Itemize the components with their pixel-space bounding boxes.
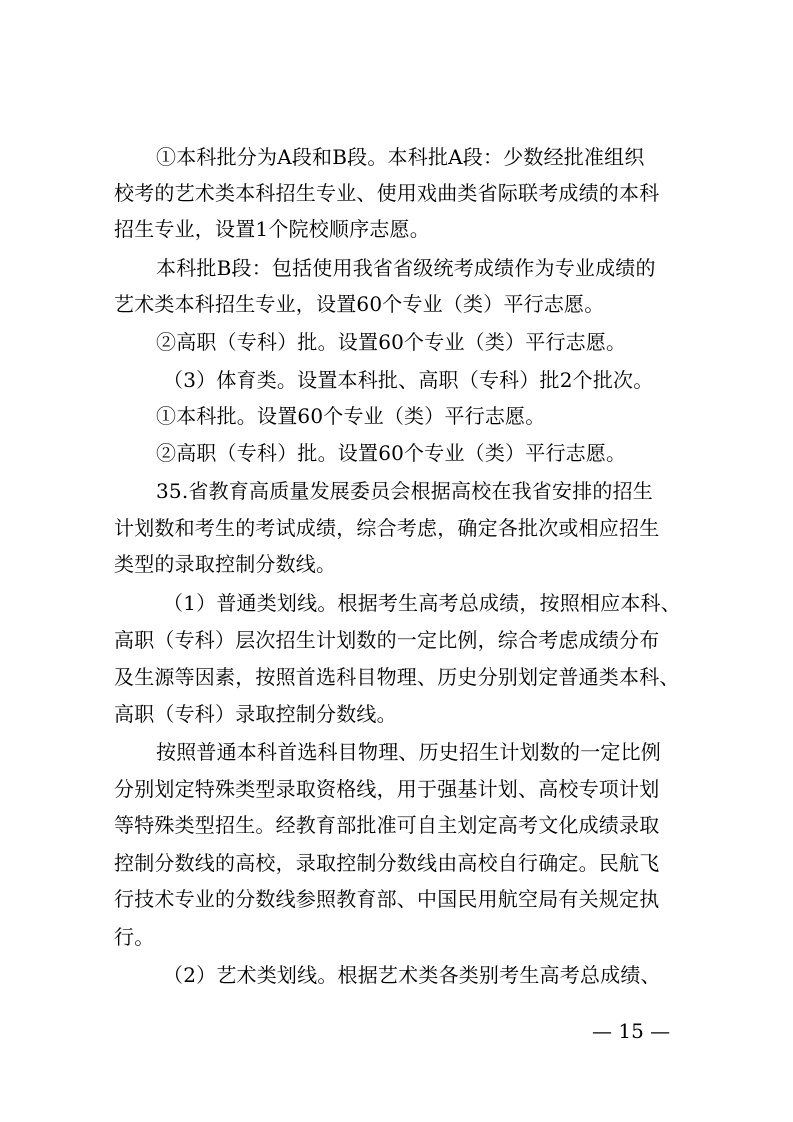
body-line: （1）普通类划线。根据考生高考总成绩，按照相应本科、 bbox=[163, 591, 681, 615]
body-line: ①本科批分为A段和B段。本科批A段：少数经批准组织 bbox=[156, 145, 645, 169]
body-line: 高职（专科）层次招生计划数的一定比例，综合考虑成绩分布 bbox=[114, 628, 660, 652]
body-line: 行。 bbox=[114, 925, 155, 949]
body-line: ①本科批。设置60个专业（类）平行志愿。 bbox=[156, 404, 546, 428]
page-number: — 15 — bbox=[592, 1019, 671, 1043]
body-line: 等特殊类型招生。经教育部批准可自主划定高考文化成绩录取 bbox=[114, 813, 660, 837]
body-line: 招生专业，设置1个院校顺序志愿。 bbox=[114, 217, 430, 241]
body-line: 35.省教育高质量发展委员会根据高校在我省安排的招生 bbox=[156, 479, 654, 503]
body-line: 分别划定特殊类型录取资格线，用于强基计划、高校专项计划 bbox=[114, 777, 660, 801]
body-line: （2）艺术类划线。根据艺术类各类别考生高考总成绩、 bbox=[163, 963, 661, 987]
body-line: 按照普通本科首选科目物理、历史招生计划数的一定比例 bbox=[156, 740, 661, 764]
body-line: 艺术类本科招生专业，设置60个专业（类）平行志愿。 bbox=[114, 292, 605, 316]
body-line: （3）体育类。设置本科批、高职（专科）批2个批次。 bbox=[163, 368, 654, 392]
body-line: ②高职（专科）批。设置60个专业（类）平行志愿。 bbox=[156, 330, 627, 354]
body-line: 高职（专科）录取控制分数线。 bbox=[114, 702, 397, 726]
body-line: ②高职（专科）批。设置60个专业（类）平行志愿。 bbox=[156, 441, 627, 465]
body-line: 校考的艺术类本科招生专业、使用戏曲类省际联考成绩的本科 bbox=[114, 181, 660, 205]
body-line: 行技术专业的分数线参照教育部、中国民用航空局有关规定执 bbox=[114, 887, 660, 911]
body-line: 控制分数线的高校，录取控制分数线由高校自行确定。民航飞 bbox=[114, 851, 660, 875]
body-line: 类型的录取控制分数线。 bbox=[114, 552, 337, 576]
body-line: 及生源等因素，按照首选科目物理、历史分别划定普通类本科、 bbox=[114, 665, 680, 689]
body-line: 计划数和考生的考试成绩，综合考虑，确定各批次或相应招生 bbox=[114, 516, 660, 540]
body-line: 本科批B段：包括使用我省省级统考成绩作为专业成绩的 bbox=[156, 256, 656, 280]
